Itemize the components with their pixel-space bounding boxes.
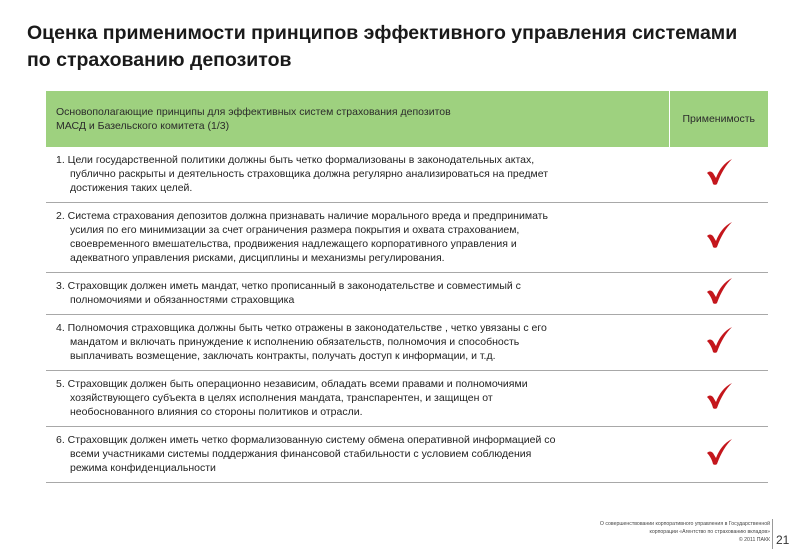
page-title-line: Оценка применимости принципов эффективного управления системами (27, 22, 738, 44)
page-title (27, 20, 787, 74)
check-icon (704, 220, 734, 250)
applicability-cell (669, 427, 768, 483)
applicability-column-header: Применимость (669, 91, 768, 147)
page-title-line: по страхованию депозитов (27, 49, 292, 71)
principles-table (46, 91, 768, 483)
principles-column-header (46, 91, 669, 147)
principle-line: 3. Страховщик должен иметь мандат, четко прописанный в законодательстве и совместимый с (56, 280, 521, 292)
table-row (46, 273, 768, 315)
applicability-cell (669, 315, 768, 371)
principle-line: выплачивать возмещение, заключать контракты, получать доступ к информации, и т.д. (70, 350, 496, 362)
principle-line: 6. Страховщик должен иметь четко формализованную систему обмена оперативной информацией со (56, 434, 556, 446)
principle-text (46, 427, 669, 483)
footer-line: © 2011 ПАКК (738, 537, 770, 543)
table-row (46, 371, 768, 427)
principle-line: своевременного вмешательства, продвижения надлежащего корпоративного управления и (70, 238, 517, 250)
applicability-cell (669, 273, 768, 315)
footer-divider (772, 519, 773, 549)
principle-line: достижения таких целей. (70, 182, 193, 194)
principle-line: публично раскрыты и деятельность страховщика должна регулярно анализироваться на предмет (70, 168, 549, 180)
footer-caption (474, 520, 770, 544)
principle-text (46, 371, 669, 427)
check-icon (704, 437, 734, 467)
check-icon (704, 381, 734, 411)
table-row (46, 427, 768, 483)
principle-text (46, 315, 669, 371)
footer-line: корпорации «Агентство по страхованию вкладов» (649, 529, 770, 535)
applicability-cell (669, 203, 768, 273)
principle-line: полномочиями и обязанностями страховщика (70, 294, 295, 306)
principles-header-line: Основополагающие принципы для эффективных систем страхования депозитов (56, 106, 451, 118)
principle-line: хозяйствующего субъекта в целях исполнения мандата, транспарентен, и защищен от (70, 392, 493, 404)
table-row (46, 203, 768, 273)
principle-line: адекватного управления рисками, дисциплины и механизмы регулирования. (70, 252, 445, 264)
principle-line: усилия по его минимизации за счет ограничения размера покрытия и охвата страхованием, (70, 224, 520, 236)
principle-line: 4. Полномочия страховщика должны быть четко отражены в законодательстве , четко увязаны с его (56, 322, 547, 334)
applicability-cell (669, 371, 768, 427)
check-icon (704, 157, 734, 187)
footer-line: О совершенствовании корпоративного управления в Государственной (599, 521, 770, 527)
principle-line: 5. Страховщик должен быть операционно независим, обладать всеми правами и полномочиями (56, 378, 528, 390)
principle-line: всеми участниками системы поддержания финансовой стабильности с условием соблюдения (70, 448, 532, 460)
page-number: 21 (776, 533, 790, 547)
principle-text (46, 273, 669, 315)
table-header-row (46, 91, 768, 147)
principle-text (46, 147, 669, 203)
principle-line: мандатом и включать принуждение к исполнению обязательств, полномочия и способность (70, 336, 520, 348)
table-row (46, 147, 768, 203)
table-row (46, 315, 768, 371)
check-icon (704, 276, 734, 306)
principle-line: режима конфиденциальности (70, 462, 216, 474)
principle-text (46, 203, 669, 273)
principles-header-line: МАСД и Базельского комитета (1/3) (56, 120, 230, 132)
check-icon (704, 325, 734, 355)
principle-line: 1. Цели государственной политики должны быть четко формализованы в законодательных актах, (56, 154, 535, 166)
applicability-cell (669, 147, 768, 203)
principle-line: 2. Система страхования депозитов должна признавать наличие морального вреда и предпринимать (56, 210, 548, 222)
principle-line: необоснованного влияния со стороны политиков и отрасли. (70, 406, 363, 418)
